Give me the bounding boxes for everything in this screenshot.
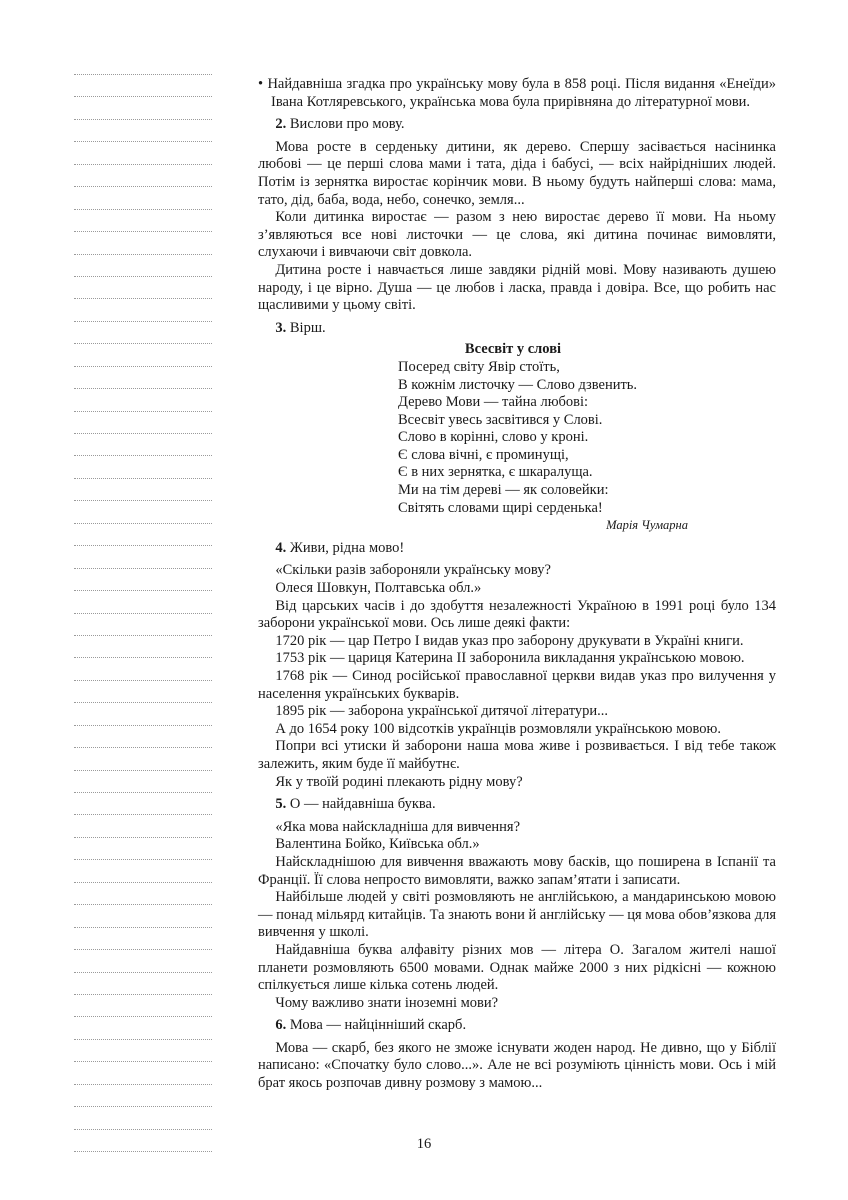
margin-line xyxy=(74,366,212,367)
section-6-heading: 6. Мова — найцінніший скарб. xyxy=(275,1017,467,1034)
margin-line xyxy=(74,411,212,412)
margin-line xyxy=(74,590,212,591)
margin-line xyxy=(74,96,212,97)
margin-line xyxy=(74,500,212,501)
section-2-heading: 2. Вислови про мову. xyxy=(275,116,405,133)
margin-line xyxy=(74,725,212,726)
margin-line xyxy=(74,770,212,771)
s5-paragraph-2: Найбільше людей у світі розмовляють не англійською, а мандаринською мовою — понад мільярд китайців. Та знають вони й англійську — ця мова обов’язкова для вивчення у школі. xyxy=(258,889,776,941)
margin-line xyxy=(74,298,212,299)
s4-fact: 1720 рік — цар Петро I видав указ про заборону друкувати в Україні книги. xyxy=(275,632,744,649)
margin-line xyxy=(74,433,212,434)
s5-asker: Валентина Бойко, Київська обл.» xyxy=(275,836,480,853)
s2-paragraph-3: Дитина росте і навчається лише завдяки рідній мові. Мову називають душею народу, і це вірно. Душа — це любов і ласка, правда і довіра. Все, що робить нас щасливими у цьому світі. xyxy=(258,261,776,314)
margin-line xyxy=(74,186,212,187)
s4-asker: Олеся Шовкун, Полтавська обл.» xyxy=(275,580,482,597)
margin-line xyxy=(74,568,212,569)
margin-line xyxy=(74,478,212,479)
s2-paragraph-1: Мова росте в серденьку дитини, як дерево. Спершу засівається насінинка любові — це перші слова мами і тата, діда і бабусі, — всіх найрідніших людей. Потім із зернятка виростає корінчик мови. В ньому будуть найперші слова: мама, тато, дід, баба, вода, небо, сонечко, земля... xyxy=(258,138,776,208)
margin-line xyxy=(74,613,212,614)
margin-line xyxy=(74,321,212,322)
margin-line xyxy=(74,792,212,793)
s4-fact: 1895 рік — заборона української дитячої літератури... xyxy=(275,703,609,720)
s6-paragraph-1: Мова — скарб, без якого не зможе існувати жоден народ. Не дивно, що у Біблії написано: «Спочатку було слово...». Але не всі розуміють цінність мови. Ось і мій брат якось розпочав дивну розмову з мамою... xyxy=(258,1039,776,1092)
margin-line xyxy=(74,254,212,255)
s5-paragraph-1: Найскладнішою для вивчення вважають мову басків, що поширена в Іспанії та Франції. Її слова непросто вимовляти, важко запам’ятати і записати. xyxy=(258,853,776,888)
margin-line xyxy=(74,904,212,905)
s2-paragraph-2: Коли дитинка виростає — разом з нею виростає дерево її мови. На ньому з’являються все нові листочки — це слова, які дитина починає вимовляти, слухаючи і вивчаючи світ довкола. xyxy=(258,209,776,261)
margin-line xyxy=(74,1061,212,1062)
s5-paragraph-3: Найдавніша буква алфавіту різних мов — літера О. Загалом жителі нашої планети розмовляють 6500 мовами. Однак майже 2000 з них рідкісні — кожною спілкується лише кілька сотень людей. xyxy=(258,941,776,994)
margin-line xyxy=(74,209,212,210)
poem xyxy=(398,341,776,535)
section-4-heading: 4. Живи, рідна мово! xyxy=(275,539,405,556)
margin-line xyxy=(74,747,212,748)
s5-question: «Яка мова найскладніша для вивчення? xyxy=(275,818,521,835)
poem-line: Посеред світу Явір стоїть, xyxy=(398,358,560,375)
margin-line xyxy=(74,702,212,703)
s4-fact: 1768 рік — Синод російської православної церкви видав указ про вилучення у населення українських букварів. xyxy=(258,668,776,702)
margin-line xyxy=(74,388,212,389)
margin-line xyxy=(74,949,212,950)
margin-line xyxy=(74,231,212,232)
margin-note-lines xyxy=(74,74,212,1173)
margin-line xyxy=(74,1039,212,1040)
margin-line xyxy=(74,119,212,120)
poem-line: В кожнім листочку — Слово дзвенить. xyxy=(398,376,638,393)
poem-line: Всесвіт увесь засвітився у Слові. xyxy=(398,411,603,428)
margin-line xyxy=(74,74,212,75)
page-number: 16 xyxy=(416,1136,432,1152)
poem-line: Є в них зернятка, є шкаралуща. xyxy=(398,464,593,481)
s4-paragraph-1: Від царських часів і до здобуття незалежності Україною в 1991 році було 134 заборони української мови. Ось лише деякі факти: xyxy=(258,597,776,632)
margin-line xyxy=(74,164,212,165)
section-3-heading: 3. Вірш. xyxy=(275,319,326,336)
s5-paragraph-4: Чому важливо знати іноземні мови? xyxy=(275,994,499,1011)
poem-line: Ми на тім дереві — як соловейки: xyxy=(398,482,609,499)
margin-line xyxy=(74,657,212,658)
margin-line xyxy=(74,343,212,344)
s4-paragraph-2: Попри всі утиски й заборони наша мова живе і розвивається. І від тебе також залежить, яким буде її майбутнє. xyxy=(258,738,776,772)
margin-line xyxy=(74,680,212,681)
poem-line: Слово в корінні, слово у кроні. xyxy=(398,429,589,446)
margin-line xyxy=(74,455,212,456)
margin-line xyxy=(74,859,212,860)
poem-line: Є слова вічні, є проминущі, xyxy=(398,446,569,463)
margin-line xyxy=(74,1084,212,1085)
margin-line xyxy=(74,927,212,928)
margin-line xyxy=(74,1106,212,1107)
poem-line: Світять словами щирі серденька! xyxy=(398,499,603,516)
s4-question: «Скільки разів забороняли українську мову? xyxy=(275,562,551,579)
s4-paragraph-3: Як у твоїй родині плекають рідну мову? xyxy=(275,773,523,790)
bullet-paragraph: • Найдавніша згадка про українську мову була в 858 році. Після видання «Енеїди» Івана Котляревського, українська мова була прирівняна до літературної мови. xyxy=(258,76,776,110)
margin-line xyxy=(74,276,212,277)
margin-line xyxy=(74,635,212,636)
margin-line xyxy=(74,1129,212,1130)
section-5-heading: 5. О — найдавніша буква. xyxy=(275,796,436,813)
poem-title: Всесвіт у слові xyxy=(464,341,562,358)
poem-line: Дерево Мови — тайна любові: xyxy=(398,394,589,411)
margin-line xyxy=(74,1016,212,1017)
page-content xyxy=(258,76,776,1093)
margin-line xyxy=(74,972,212,973)
poem-author: Марія Чумарна xyxy=(606,518,688,533)
margin-line xyxy=(74,545,212,546)
margin-line xyxy=(74,141,212,142)
margin-line xyxy=(74,523,212,524)
margin-line xyxy=(74,814,212,815)
margin-line xyxy=(74,837,212,838)
margin-line xyxy=(74,882,212,883)
margin-line xyxy=(74,994,212,995)
s4-fact: 1753 рік — цариця Катерина II заборонила викладання українською мовою. xyxy=(275,650,745,667)
s4-fact: А до 1654 року 100 відсотків українців розмовляли українською мовою. xyxy=(275,720,721,737)
